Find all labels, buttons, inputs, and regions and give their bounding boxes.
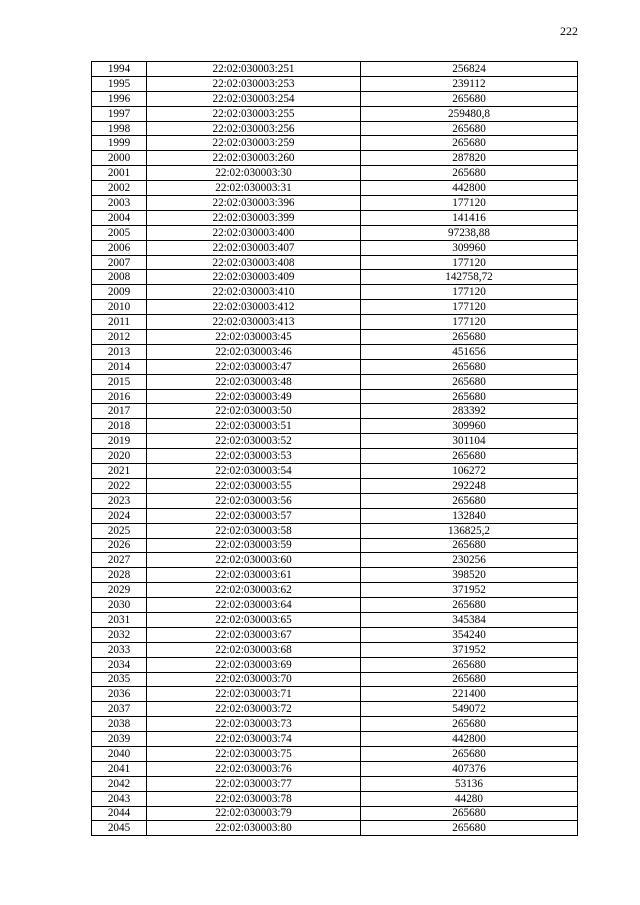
row-number-cell: 2042 [92,776,147,791]
cadastral-number-cell: 22:02:030003:71 [147,687,361,702]
value-cell: 371952 [361,583,578,598]
table-row [92,389,578,404]
cadastral-number-cell: 22:02:030003:69 [147,657,361,672]
row-number-cell: 2024 [92,508,147,523]
cadastral-number-cell: 22:02:030003:399 [147,210,361,225]
row-number-cell: 2005 [92,225,147,240]
cadastral-number-cell: 22:02:030003:409 [147,270,361,285]
cadastral-number-cell: 22:02:030003:412 [147,300,361,315]
table-row [92,330,578,345]
table-row [92,240,578,255]
row-number-cell: 2037 [92,702,147,717]
cadastral-number-cell: 22:02:030003:407 [147,240,361,255]
table-row [92,478,578,493]
table-row [92,493,578,508]
row-number-cell: 2029 [92,583,147,598]
row-number-cell: 2004 [92,210,147,225]
value-cell: 301104 [361,434,578,449]
cadastral-number-cell: 22:02:030003:49 [147,389,361,404]
value-cell: 309960 [361,419,578,434]
table-row [92,523,578,538]
cadastral-number-cell: 22:02:030003:61 [147,568,361,583]
table-row [92,583,578,598]
table-row [92,434,578,449]
cadastral-number-cell: 22:02:030003:62 [147,583,361,598]
cadastral-number-cell: 22:02:030003:31 [147,181,361,196]
row-number-cell: 2016 [92,389,147,404]
cadastral-number-cell: 22:02:030003:57 [147,508,361,523]
table-row [92,568,578,583]
cadastral-number-cell: 22:02:030003:59 [147,538,361,553]
row-number-cell: 2028 [92,568,147,583]
row-number-cell: 2027 [92,553,147,568]
table-row [92,687,578,702]
row-number-cell: 2032 [92,627,147,642]
row-number-cell: 2006 [92,240,147,255]
cadastral-number-cell: 22:02:030003:74 [147,732,361,747]
table-row [92,612,578,627]
cadastral-number-cell: 22:02:030003:52 [147,434,361,449]
table-row [92,464,578,479]
cadastral-number-cell: 22:02:030003:410 [147,285,361,300]
table-row [92,344,578,359]
cadastral-number-cell: 22:02:030003:30 [147,166,361,181]
row-number-cell: 2043 [92,791,147,806]
cadastral-number-cell: 22:02:030003:45 [147,330,361,345]
cadastral-number-cell: 22:02:030003:65 [147,612,361,627]
row-number-cell: 2000 [92,151,147,166]
table-row [92,419,578,434]
cadastral-number-cell: 22:02:030003:51 [147,419,361,434]
cadastral-number-cell: 22:02:030003:47 [147,359,361,374]
table-row [92,791,578,806]
row-number-cell: 2011 [92,315,147,330]
value-cell: 177120 [361,315,578,330]
row-number-cell: 2010 [92,300,147,315]
row-number-cell: 2019 [92,434,147,449]
value-cell: 239112 [361,76,578,91]
table-row [92,270,578,285]
cadastral-number-cell: 22:02:030003:77 [147,776,361,791]
value-cell: 221400 [361,687,578,702]
row-number-cell: 1994 [92,62,147,77]
cadastral-number-cell: 22:02:030003:55 [147,478,361,493]
row-number-cell: 2020 [92,449,147,464]
table-row [92,598,578,613]
value-cell: 136825,2 [361,523,578,538]
table-row [92,642,578,657]
row-number-cell: 2045 [92,821,147,836]
value-cell: 265680 [361,449,578,464]
value-cell: 97238,88 [361,225,578,240]
row-number-cell: 2012 [92,330,147,345]
value-cell: 283392 [361,404,578,419]
value-cell: 141416 [361,210,578,225]
value-cell: 53136 [361,776,578,791]
value-cell: 265680 [361,330,578,345]
row-number-cell: 1999 [92,136,147,151]
page-number: 222 [560,24,578,38]
value-cell: 177120 [361,285,578,300]
table-row [92,300,578,315]
table-row [92,717,578,732]
table-row [92,196,578,211]
cadastral-number-cell: 22:02:030003:68 [147,642,361,657]
value-cell: 442800 [361,181,578,196]
cadastral-number-cell: 22:02:030003:400 [147,225,361,240]
cadastral-number-cell: 22:02:030003:78 [147,791,361,806]
row-number-cell: 2041 [92,761,147,776]
cadastral-number-cell: 22:02:030003:60 [147,553,361,568]
cadastral-table-container [91,61,577,836]
value-cell: 142758,72 [361,270,578,285]
cadastral-number-cell: 22:02:030003:58 [147,523,361,538]
value-cell: 265680 [361,538,578,553]
cadastral-number-cell: 22:02:030003:50 [147,404,361,419]
row-number-cell: 2002 [92,181,147,196]
cadastral-number-cell: 22:02:030003:56 [147,493,361,508]
value-cell: 287820 [361,151,578,166]
cadastral-number-cell: 22:02:030003:73 [147,717,361,732]
row-number-cell: 2033 [92,642,147,657]
value-cell: 132840 [361,508,578,523]
value-cell: 265680 [361,821,578,836]
cadastral-number-cell: 22:02:030003:75 [147,746,361,761]
cadastral-number-cell: 22:02:030003:260 [147,151,361,166]
value-cell: 106272 [361,464,578,479]
row-number-cell: 2001 [92,166,147,181]
value-cell: 309960 [361,240,578,255]
row-number-cell: 2022 [92,478,147,493]
table-row [92,359,578,374]
row-number-cell: 2021 [92,464,147,479]
row-number-cell: 1995 [92,76,147,91]
value-cell: 265680 [361,746,578,761]
row-number-cell: 2017 [92,404,147,419]
row-number-cell: 2030 [92,598,147,613]
value-cell: 44280 [361,791,578,806]
cadastral-number-cell: 22:02:030003:413 [147,315,361,330]
value-cell: 265680 [361,121,578,136]
cadastral-number-cell: 22:02:030003:79 [147,806,361,821]
row-number-cell: 2031 [92,612,147,627]
table-row [92,62,578,77]
row-number-cell: 2044 [92,806,147,821]
cadastral-number-cell: 22:02:030003:53 [147,449,361,464]
row-number-cell: 2018 [92,419,147,434]
row-number-cell: 2008 [92,270,147,285]
row-number-cell: 2040 [92,746,147,761]
row-number-cell: 2025 [92,523,147,538]
table-row [92,181,578,196]
row-number-cell: 2026 [92,538,147,553]
table-row [92,732,578,747]
value-cell: 265680 [361,136,578,151]
cadastral-value-table [91,61,578,836]
row-number-cell: 2038 [92,717,147,732]
row-number-cell: 1998 [92,121,147,136]
cadastral-number-cell: 22:02:030003:256 [147,121,361,136]
value-cell: 265680 [361,91,578,106]
cadastral-number-cell: 22:02:030003:72 [147,702,361,717]
table-row [92,121,578,136]
cadastral-number-cell: 22:02:030003:254 [147,91,361,106]
table-row [92,702,578,717]
table-row [92,210,578,225]
cadastral-number-cell: 22:02:030003:64 [147,598,361,613]
value-cell: 265680 [361,806,578,821]
table-row [92,538,578,553]
row-number-cell: 2035 [92,672,147,687]
cadastral-number-cell: 22:02:030003:46 [147,344,361,359]
row-number-cell: 2039 [92,732,147,747]
table-row [92,746,578,761]
value-cell: 259480,8 [361,106,578,121]
value-cell: 265680 [361,493,578,508]
row-number-cell: 2007 [92,255,147,270]
table-row [92,106,578,121]
cadastral-number-cell: 22:02:030003:48 [147,374,361,389]
table-row [92,657,578,672]
cadastral-number-cell: 22:02:030003:54 [147,464,361,479]
value-cell: 354240 [361,627,578,642]
value-cell: 265680 [361,672,578,687]
row-number-cell: 1997 [92,106,147,121]
cadastral-number-cell: 22:02:030003:255 [147,106,361,121]
value-cell: 230256 [361,553,578,568]
table-row [92,627,578,642]
row-number-cell: 2009 [92,285,147,300]
row-number-cell: 2014 [92,359,147,374]
table-row [92,374,578,389]
table-row [92,315,578,330]
table-row [92,285,578,300]
cadastral-number-cell: 22:02:030003:408 [147,255,361,270]
table-row [92,761,578,776]
value-cell: 442800 [361,732,578,747]
row-number-cell: 2023 [92,493,147,508]
cadastral-number-cell: 22:02:030003:259 [147,136,361,151]
row-number-cell: 2034 [92,657,147,672]
cadastral-number-cell: 22:02:030003:396 [147,196,361,211]
table-row [92,776,578,791]
table-row [92,225,578,240]
value-cell: 398520 [361,568,578,583]
table-row [92,76,578,91]
table-row [92,255,578,270]
table-row [92,508,578,523]
table-row [92,136,578,151]
value-cell: 265680 [361,166,578,181]
value-cell: 256824 [361,62,578,77]
value-cell: 177120 [361,300,578,315]
cadastral-number-cell: 22:02:030003:70 [147,672,361,687]
value-cell: 265680 [361,359,578,374]
table-row [92,166,578,181]
value-cell: 265680 [361,717,578,732]
cadastral-number-cell: 22:02:030003:251 [147,62,361,77]
value-cell: 265680 [361,389,578,404]
value-cell: 177120 [361,255,578,270]
table-row [92,672,578,687]
row-number-cell: 2015 [92,374,147,389]
table-row [92,91,578,106]
table-row [92,404,578,419]
value-cell: 371952 [361,642,578,657]
table-body [92,62,578,836]
row-number-cell: 2003 [92,196,147,211]
row-number-cell: 2036 [92,687,147,702]
cadastral-number-cell: 22:02:030003:76 [147,761,361,776]
table-row [92,806,578,821]
row-number-cell: 2013 [92,344,147,359]
value-cell: 345384 [361,612,578,627]
value-cell: 292248 [361,478,578,493]
row-number-cell: 1996 [92,91,147,106]
table-row [92,821,578,836]
value-cell: 549072 [361,702,578,717]
cadastral-number-cell: 22:02:030003:67 [147,627,361,642]
value-cell: 265680 [361,598,578,613]
value-cell: 407376 [361,761,578,776]
value-cell: 177120 [361,196,578,211]
value-cell: 451656 [361,344,578,359]
table-row [92,553,578,568]
value-cell: 265680 [361,374,578,389]
table-row [92,449,578,464]
table-row [92,151,578,166]
cadastral-number-cell: 22:02:030003:80 [147,821,361,836]
cadastral-number-cell: 22:02:030003:253 [147,76,361,91]
value-cell: 265680 [361,657,578,672]
